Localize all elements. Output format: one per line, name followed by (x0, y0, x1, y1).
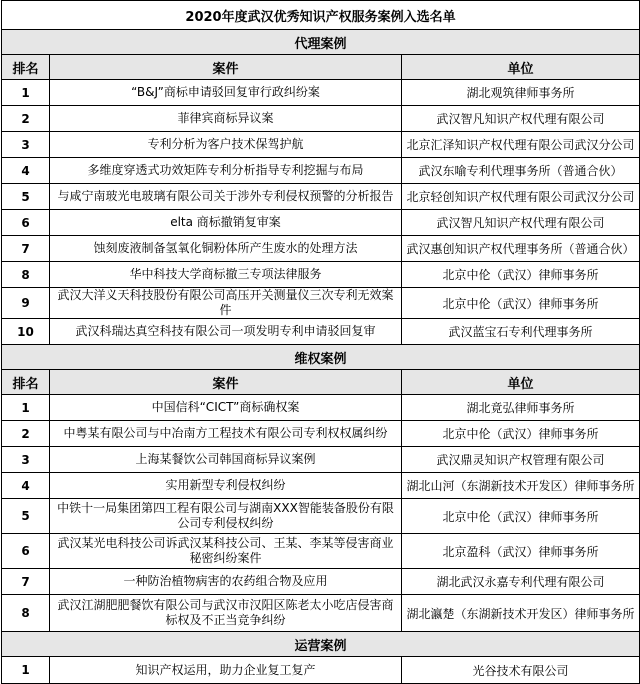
case-cell: 菲律宾商标异议案 (50, 106, 402, 132)
table-row (2, 499, 640, 534)
case-cell: 中国信科“CICT”商标确权案 (50, 395, 402, 421)
unit-header: 单位 (402, 55, 640, 80)
table-row (2, 184, 640, 210)
rank-cell: 10 (2, 319, 50, 345)
table-row (2, 106, 640, 132)
column-header-row (2, 55, 640, 80)
case-cell: 上海某餐饮公司韩国商标异议案例 (50, 447, 402, 473)
rank-cell: 3 (2, 132, 50, 158)
section-title: 维权案例 (2, 345, 640, 370)
rank-cell: 4 (2, 473, 50, 499)
rank-cell: 3 (2, 447, 50, 473)
case-cell: 蚀刻废液制备氢氧化铜粉体所产生废水的处理方法 (50, 236, 402, 262)
table-row (2, 395, 640, 421)
table-row (2, 262, 640, 288)
table-row (2, 473, 640, 499)
column-header-row (2, 370, 640, 395)
document-title: 2020年度武汉优秀知识产权服务案例入选名单 (2, 1, 640, 30)
unit-cell: 北京中伦（武汉）律师事务所 (402, 499, 640, 534)
case-cell: 多维度穿透式功效矩阵专利分析指导专利挖掘与布局 (50, 158, 402, 184)
case-cell: 中铁十一局集团第四工程有限公司与湖南XXX智能装备股份有限公司专利侵权纠纷 (50, 499, 402, 534)
unit-cell: 湖北武汉永嘉专利代理有限公司 (402, 569, 640, 595)
rank-header: 排名 (2, 370, 50, 395)
table-row (2, 657, 640, 684)
rank-cell: 5 (2, 184, 50, 210)
rank-cell: 1 (2, 657, 50, 684)
case-cell: 华中科技大学商标撤三专项法律服务 (50, 262, 402, 288)
unit-cell: 北京汇泽知识产权代理有限公司武汉分公司 (402, 132, 640, 158)
unit-cell: 武汉蓝宝石专利代理事务所 (402, 319, 640, 345)
unit-cell: 北京轻创知识产权代理有限公司武汉分公司 (402, 184, 640, 210)
unit-cell: 北京中伦（武汉）律师事务所 (402, 421, 640, 447)
unit-cell: 北京中伦（武汉）律师事务所 (402, 288, 640, 319)
unit-cell: 光谷技术有限公司 (402, 657, 640, 684)
rank-cell: 7 (2, 236, 50, 262)
rank-header: 排名 (2, 55, 50, 80)
unit-cell: 湖北瀛楚（东湖新技术开发区）律师事务所 (402, 595, 640, 632)
rank-cell: 6 (2, 210, 50, 236)
case-cell: 武汉科瑞达真空科技有限公司一项发明专利申请驳回复审 (50, 319, 402, 345)
unit-cell: 北京中伦（武汉）律师事务所 (402, 262, 640, 288)
rank-cell: 9 (2, 288, 50, 319)
unit-cell: 武汉东喻专利代理事务所（普通合伙） (402, 158, 640, 184)
case-cell: 武汉某光电科技公司诉武汉某科技公司、王某、李某等侵害商业秘密纠纷案件 (50, 534, 402, 569)
section-header-row (2, 345, 640, 370)
unit-cell: 武汉智凡知识产权代理有限公司 (402, 210, 640, 236)
case-cell: 武汉大洋义天科技股份有限公司高压开关测量仪三次专利无效案件 (50, 288, 402, 319)
table-row (2, 421, 640, 447)
table-row (2, 534, 640, 569)
case-cell: 中粤某有限公司与中冶南方工程技术有限公司专利权权属纠纷 (50, 421, 402, 447)
case-cell: 知识产权运用，助力企业复工复产 (50, 657, 402, 684)
rank-cell: 7 (2, 569, 50, 595)
rank-cell: 1 (2, 80, 50, 106)
table-row (2, 447, 640, 473)
case-cell: 一种防治植物病害的农药组合物及应用 (50, 569, 402, 595)
rank-cell: 8 (2, 262, 50, 288)
table-body (2, 1, 640, 684)
table-row (2, 158, 640, 184)
unit-cell: 湖北竟弘律师事务所 (402, 395, 640, 421)
unit-cell: 湖北观筑律师事务所 (402, 80, 640, 106)
section-title: 运营案例 (2, 632, 640, 657)
rank-cell: 6 (2, 534, 50, 569)
table-row (2, 210, 640, 236)
case-cell: “B&J”商标申请驳回复审行政纠纷案 (50, 80, 402, 106)
case-header: 案件 (50, 370, 402, 395)
rank-cell: 4 (2, 158, 50, 184)
table-row (2, 569, 640, 595)
rank-cell: 8 (2, 595, 50, 632)
table-row (2, 80, 640, 106)
unit-cell: 武汉智凡知识产权代理有限公司 (402, 106, 640, 132)
table-row (2, 595, 640, 632)
selection-list-table (1, 0, 640, 684)
case-cell: 专利分析为客户技术保驾护航 (50, 132, 402, 158)
section-header-row (2, 30, 640, 55)
section-title: 代理案例 (2, 30, 640, 55)
table-row (2, 236, 640, 262)
table-row (2, 288, 640, 319)
case-header: 案件 (50, 55, 402, 80)
rank-cell: 5 (2, 499, 50, 534)
rank-cell: 2 (2, 421, 50, 447)
case-cell: 武汉江湖肥肥餐饮有限公司与武汉市汉阳区陈老太小吃店侵害商标权及不正当竞争纠纷 (50, 595, 402, 632)
case-cell: elta 商标撤销复审案 (50, 210, 402, 236)
rank-cell: 1 (2, 395, 50, 421)
case-cell: 与咸宁南玻光电玻璃有限公司关于涉外专利侵权预警的分析报告 (50, 184, 402, 210)
unit-cell: 湖北山河（东湖新技术开发区）律师事务所 (402, 473, 640, 499)
rank-cell: 2 (2, 106, 50, 132)
unit-header: 单位 (402, 370, 640, 395)
unit-cell: 北京盈科（武汉）律师事务所 (402, 534, 640, 569)
table-row (2, 132, 640, 158)
unit-cell: 武汉鼎灵知识产权管理有限公司 (402, 447, 640, 473)
section-header-row (2, 632, 640, 657)
table-row (2, 319, 640, 345)
unit-cell: 武汉惠创知识产权代理事务所（普通合伙） (402, 236, 640, 262)
case-cell: 实用新型专利侵权纠纷 (50, 473, 402, 499)
title-row (2, 1, 640, 30)
